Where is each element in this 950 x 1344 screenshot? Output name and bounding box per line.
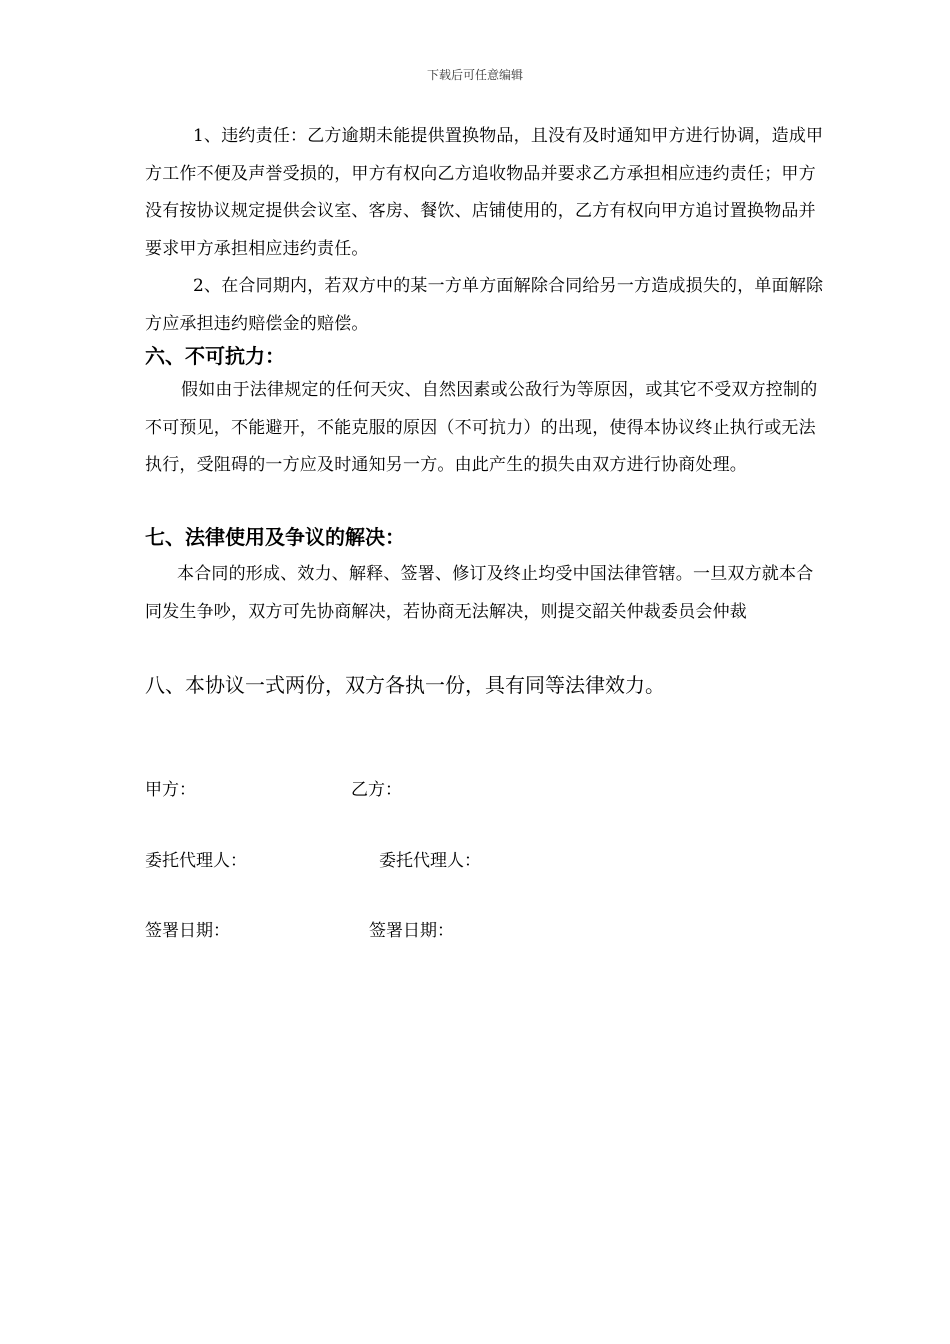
- party-a-agent-label: 委托代理人：: [145, 851, 247, 871]
- law-disputes-heading: 七、法律使用及争议的解决：: [145, 525, 405, 549]
- breach-liability-paragraph: 1、违约责任：乙方逾期未能提供置换物品，且没有及时通知甲方进行协调，造成甲方工作不便及声誉受损的，甲方有权向乙方追收物品并要求乙方承担相应违约责任；甲方没有按协议规定提供会议室、客房、餐饮、店铺使用的，乙方有权向甲方追讨置换物品并要求甲方承担相应违约责任。: [145, 126, 824, 259]
- party-b-date-label: 签署日期：: [369, 921, 454, 941]
- header-note: 下载后可任意编辑: [426, 68, 523, 82]
- force-majeure-heading: 六、不可抗力：: [145, 344, 285, 368]
- law-disputes-paragraph: 本合同的形成、效力、解释、签署、修订及终止均受中国法律管辖。一旦双方就本合同发生争吵，双方可先协商解决，若协商无法解决，则提交韶关仲裁委员会仲裁: [145, 564, 814, 622]
- unilateral-termination-paragraph: 2、在合同期内，若双方中的某一方单方面解除合同给另一方造成损失的，单面解除方应承担违约赔偿金的赔偿。: [145, 276, 824, 334]
- party-a-date-label: 签署日期：: [145, 921, 230, 941]
- party-a-label: 甲方：: [145, 780, 196, 800]
- copies-clause: 八、本协议一式两份，双方各执一份，具有同等法律效力。: [145, 673, 665, 697]
- party-b-label: 乙方：: [351, 780, 402, 800]
- party-b-agent-label: 委托代理人：: [379, 851, 481, 871]
- force-majeure-paragraph: 假如由于法律规定的任何天灾、自然因素或公敌行为等原因，或其它不受双方控制的不可预见，不能避开，不能克服的原因（不可抗力）的出现，使得本协议终止执行或无法执行，受阻碍的一方应及时通知另一方。由此产生的损失由双方进行协商处理。: [145, 380, 818, 475]
